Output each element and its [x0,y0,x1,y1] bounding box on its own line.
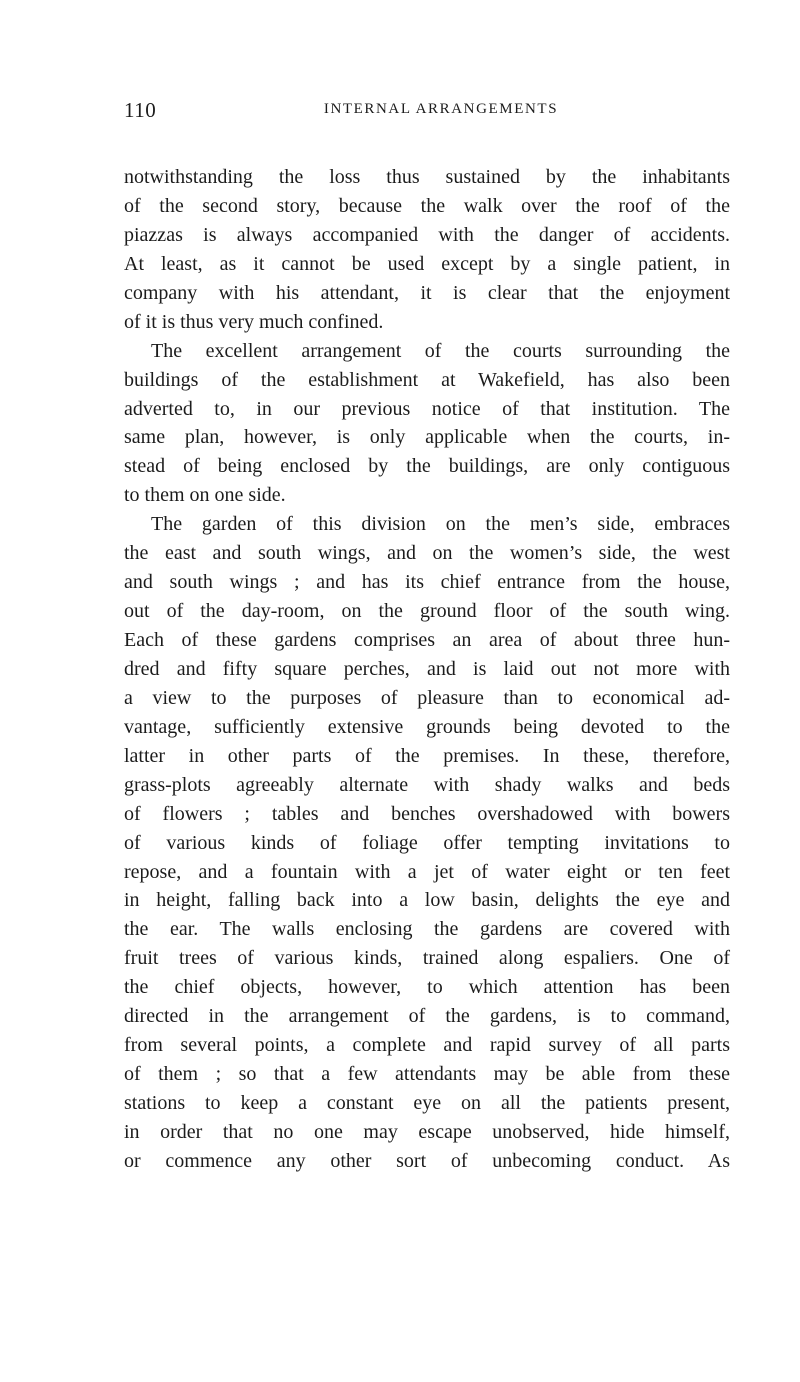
body-text [124,163,730,1176]
text-line: company with his attendant, it is clear that the enjoyment [124,281,730,304]
text-line: vantage, sufficiently extensive grounds being devoted to the [124,715,730,738]
text-line: of various kinds of foliage offer tempting invitations to [124,831,730,854]
text-line: adverted to, in our previous notice of that institution. The [124,397,730,420]
running-header [124,98,728,128]
text-line: latter in other parts of the premises. In these, therefore, [124,744,730,767]
text-line: stations to keep a constant eye on all the patients present, [124,1092,730,1114]
text-line: piazzas is always accompanied with the danger of accidents. [124,223,730,246]
text-line: repose, and a fountain with a jet of water eight or ten feet [124,860,730,883]
text-line: and south wings ; and has its chief entrance from the house, [124,571,730,594]
text-line: buildings of the establishment at Wakefield, has also been [124,368,730,391]
text-line: grass-plots agreeably alternate with shady walks and beds [124,773,730,796]
text-line: of it is thus very much confined. [124,310,384,333]
page-number: 110 [124,98,157,122]
text-line: notwithstanding the loss thus sustained by the inhabitants [124,166,730,188]
text-line: the ear. The walls enclosing the gardens are covered with [124,918,730,941]
text-line: or commence any other sort of unbecoming conduct. As [124,1149,730,1172]
text-line: from several points, a complete and rapid survey of all parts [124,1034,730,1057]
text-line: same plan, however, is only applicable when the courts, in- [124,426,730,449]
text-line: dred and fifty square perches, and is laid out not more with [124,657,730,680]
text-line: of them ; so that a few attendants may be able from these [124,1063,730,1086]
text-line: in height, falling back into a low basin, delights the eye and [124,889,730,912]
text-line: a view to the purposes of pleasure than to economical ad- [124,686,730,709]
text-line: to them on one side. [124,484,286,507]
text-line: out of the day-room, on the ground floor of the south wing. [124,600,730,623]
text-line: stead of being enclosed by the buildings, are only contiguous [124,455,730,478]
text-line: directed in the arrangement of the gardens, is to command, [124,1005,730,1028]
text-line: of the second story, because the walk over the roof of the [124,194,730,217]
text-line: fruit trees of various kinds, trained along espaliers. One of [124,947,730,970]
text-line: the east and south wings, and on the women’s side, the west [124,542,730,565]
text-line: The garden of this division on the men’s side, embraces [151,513,730,536]
text-line: The excellent arrangement of the courts surrounding the [151,339,730,362]
text-line: Each of these gardens comprises an area of about three hun- [124,629,730,651]
text-line: At least, as it cannot be used except by a single patient, in [124,252,730,275]
text-line: the chief objects, however, to which attention has been [124,976,730,999]
text-line: in order that no one may escape unobserved, hide himself, [124,1120,730,1143]
running-title: INTERNAL ARRANGEMENTS [323,101,559,117]
text-line: of flowers ; tables and benches overshadowed with bowers [124,802,730,825]
